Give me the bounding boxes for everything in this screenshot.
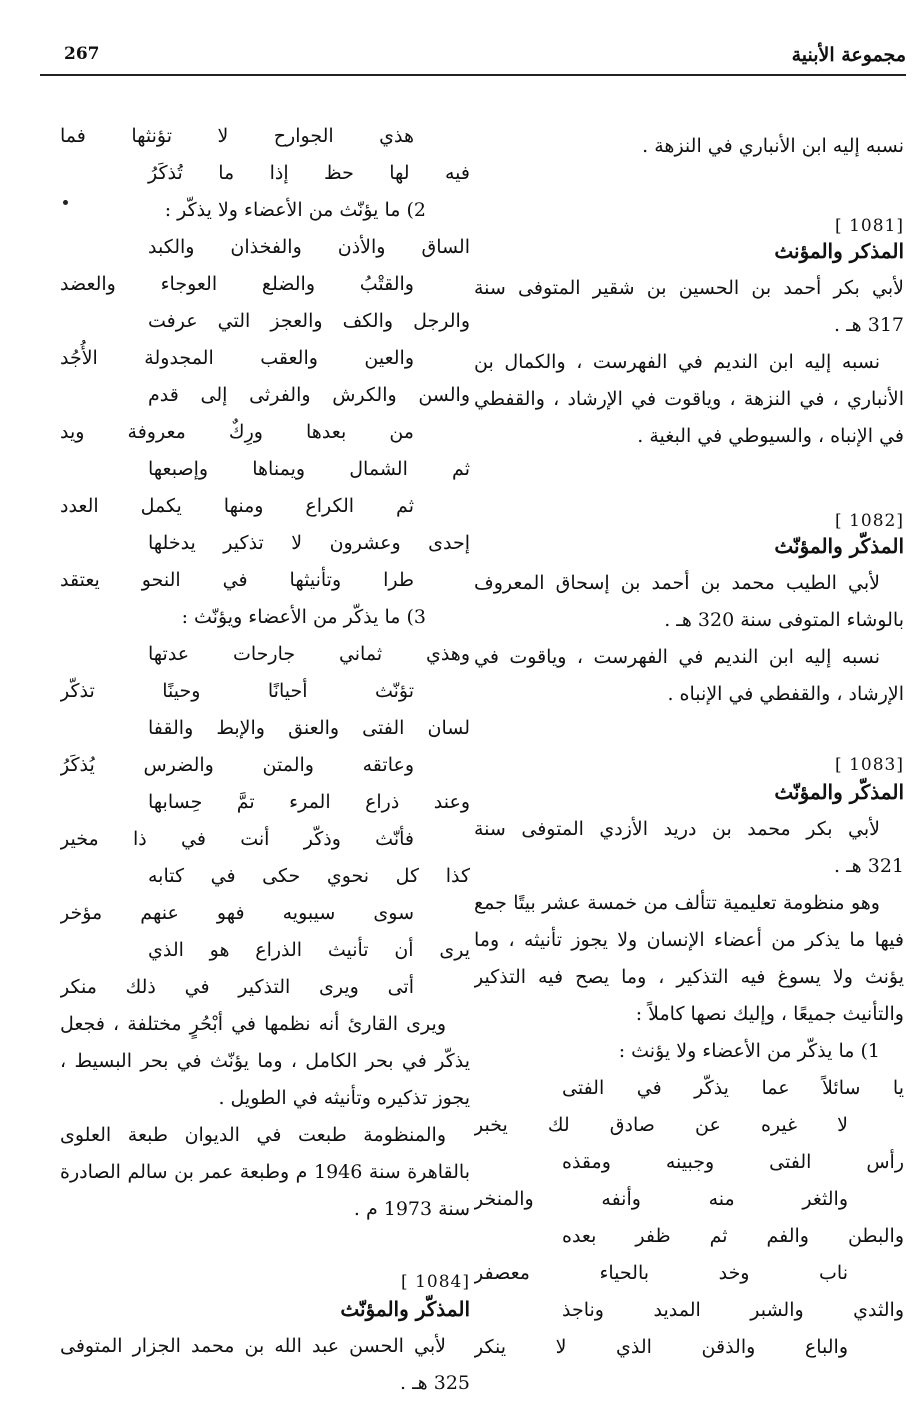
note-line: ويرى القارئ أنه نظمها في أبْحُرٍ مختلفة ، فجعل xyxy=(60,1013,446,1035)
entry-number: [1084 ] xyxy=(401,1272,470,1292)
verse-line: من بعدها ورِكٌ معروفة ويد xyxy=(60,421,414,443)
edition-line: والمنظومة طبعت في الديوان طبعة العلوى xyxy=(60,1124,446,1146)
intro-line: نسبه إليه ابن الأنباري في النزهة . xyxy=(642,135,904,157)
section-heading: 2) ما يؤنّث من الأعضاء ولا يذكّر : xyxy=(164,199,426,221)
verse-line: كذا كل نحوي حكى في كتابه xyxy=(148,865,470,887)
source-line: الإرشاد ، والقفطي في الإنباه . xyxy=(667,683,904,705)
author-line: 317 هـ . xyxy=(834,314,904,336)
left-column xyxy=(60,118,470,1402)
verse-line: لسان الفتى والعنق والإبط والقفا xyxy=(148,717,470,739)
edition-line: بالقاهرة سنة 1946 م وطبعة عمر بن سالم الصادرة xyxy=(60,1161,470,1183)
verse-line: والبطن والفم ثم ظفر بعده xyxy=(562,1225,904,1247)
entry-number: [1081 ] xyxy=(835,216,904,236)
edition-line: سنة 1973 م . xyxy=(353,1198,470,1220)
page-number: 267 xyxy=(64,44,100,64)
entry-title: المذكّر والمؤنّث xyxy=(774,780,904,804)
verse-line: والعين والعقب المجدولة الأُجُد xyxy=(60,347,414,369)
entry-number: [1083 ] xyxy=(835,755,904,775)
entry-title: المذكّر والمؤنّث xyxy=(340,1297,470,1321)
source-line: نسبه إليه ابن النديم في الفهرست ، وياقوت في xyxy=(474,646,880,668)
author-line: لأبي الحسن عبد الله بن محمد الجزار المتوفى xyxy=(60,1335,446,1357)
author-line: لأبي بكر أحمد بن الحسين بن شقير المتوفى سنة xyxy=(474,277,904,299)
verse-line: والسن والكرش والفرثى إلى قدم xyxy=(148,384,470,406)
verse-line: رأس الفتى وجبينه ومقذه xyxy=(562,1151,904,1173)
verse-line: سوى سيبويه فهو عنهم مؤخر xyxy=(60,902,414,924)
verse-line: فأنّث وذكّر أنت في ذا مخير xyxy=(60,828,414,850)
verse-line: هذي الجوارح لا تؤنثها فما xyxy=(60,125,414,147)
verse-line: ثم الشمال ويمناها وإصبعها xyxy=(148,458,470,480)
verse-line: وعند ذراع المرء تمَّ حِسابها xyxy=(148,791,470,813)
verse-line: والباع والذقن الذي لا ينكر xyxy=(474,1336,848,1358)
description-line: وهو منظومة تعليمية تتألف من خمسة عشر بيتًا جمع xyxy=(474,892,880,914)
verse-line: إحدى وعشرون لا تذكير يدخلها xyxy=(148,532,470,554)
entry-title: المذكّر والمؤنّث xyxy=(774,534,904,558)
source-line: في الإنباه ، والسيوطي في البغية . xyxy=(637,425,904,447)
verse-line: لا غيره عن صادق لك يخبر xyxy=(474,1114,848,1136)
verse-line: ثم الكراع ومنها يكمل العدد xyxy=(60,495,414,517)
page-header xyxy=(40,44,906,84)
verse-line: والرجل والكف والعجز التي عرفت xyxy=(148,310,470,332)
verse-line: يا سائلاً عما يذكّر في الفتى xyxy=(562,1077,904,1099)
author-line: بالوشاء المتوفى سنة 320 هـ . xyxy=(664,609,904,631)
verse-line: طرا وتأنيثها في النحو يعتقد xyxy=(60,569,414,591)
source-line: الأنباري ، في النزهة ، وياقوت في الإرشاد ، والقفطي xyxy=(474,388,904,410)
note-line: يذكّر في بحر الكامل ، وما يؤنّث في بحر البسيط ، xyxy=(60,1050,470,1072)
verse-line: الساق والأذن والفخذان والكبد xyxy=(148,236,470,258)
author-line: 321 هـ . xyxy=(834,855,904,877)
running-title: مجموعة الأبنية xyxy=(791,44,906,66)
verse-line: والثدي والشبر المديد وناجذ xyxy=(562,1299,904,1321)
source-line: نسبه إليه ابن النديم في الفهرست ، والكمال بن xyxy=(474,351,880,373)
description-line: والتأنيث جميعًا ، وإليك نصها كاملاً : xyxy=(635,1003,904,1025)
section-heading: 1) ما يذكّر من الأعضاء ولا يؤنث : xyxy=(618,1040,880,1062)
verse-line: وهذي ثماني جارحات عدتها xyxy=(148,643,470,665)
verse-line: أتى ويرى التذكير في ذلك منكر xyxy=(60,976,414,998)
author-line: لأبي بكر محمد بن دريد الأزدي المتوفى سنة xyxy=(474,818,880,840)
right-column xyxy=(474,118,904,1366)
verse-line: والثغر منه وأنفه والمنخر xyxy=(474,1188,848,1210)
description-line: يؤنث ولا يسوغ فيه التذكير ، وما يصح فيه التذكير xyxy=(474,966,904,988)
author-line: لأبي الطيب محمد بن أحمد بن إسحاق المعروف xyxy=(474,572,880,594)
verse-line: يرى أن تأنيث الذراع هو الذي xyxy=(148,939,470,961)
stray-mark xyxy=(63,200,68,205)
verse-line: تؤنّث أحيانًا وحينًا تذكّر xyxy=(60,680,414,702)
description-line: فيها ما يذكر من أعضاء الإنسان ولا يجوز تأنيثه ، وما xyxy=(474,929,904,951)
header-rule xyxy=(40,74,906,76)
verse-line: وعاتقه والمتن والضرس يُذكَرُ xyxy=(60,754,414,776)
entry-title: المذكر والمؤنث xyxy=(774,239,904,263)
verse-line: ناب وخد بالحياء معصفر xyxy=(474,1262,848,1284)
verse-line: فيه لها حظ إذا ما تُذكَرُ xyxy=(148,162,470,184)
section-heading: 3) ما يذكّر من الأعضاء ويؤنّث : xyxy=(181,606,426,628)
author-line: 325 هـ . xyxy=(400,1372,470,1394)
verse-line: والقتْبُ والضلع العوجاء والعضد xyxy=(60,273,414,295)
entry-number: [1082 ] xyxy=(835,511,904,531)
note-line: يجوز تذكيره وتأنيثه في الطويل . xyxy=(218,1087,470,1109)
